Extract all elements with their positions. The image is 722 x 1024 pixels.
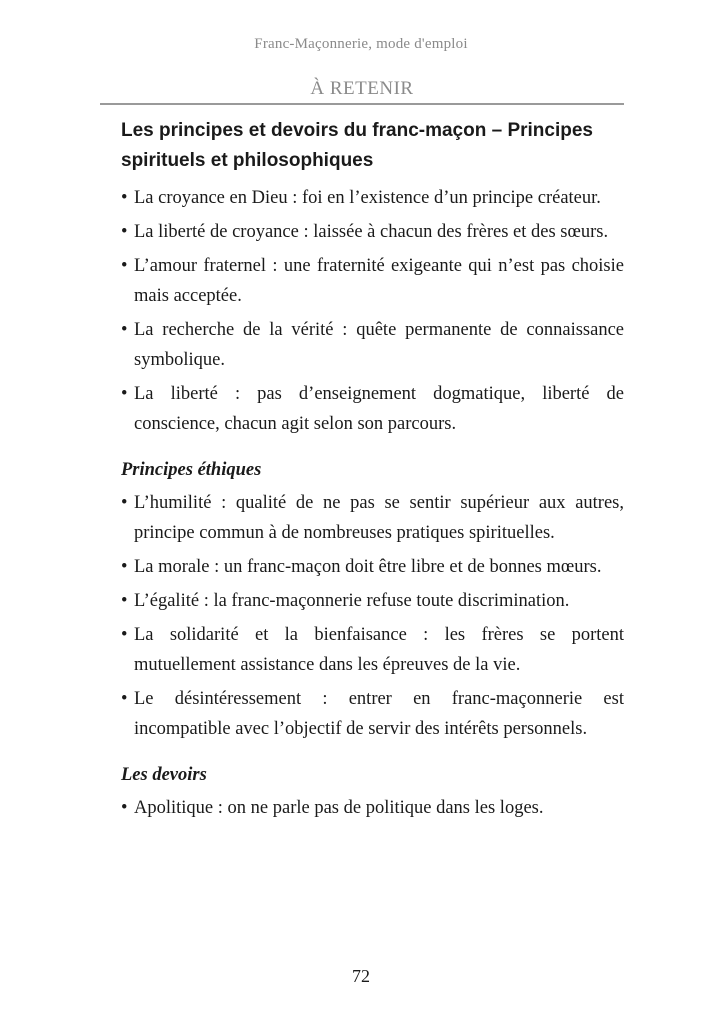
list-item-text: La morale : un franc-maçon doit être libre et de bonnes mœurs.: [134, 557, 602, 577]
list-item: [121, 183, 624, 213]
bullet-icon: •: [121, 256, 128, 276]
subheading-duties: Les devoirs: [121, 765, 207, 785]
bullet-icon: •: [121, 689, 128, 709]
bullet-icon: •: [121, 798, 128, 818]
list-item: [121, 793, 624, 823]
list-item-text: La recherche de la vérité : quête permanente de connaissance symbolique.: [134, 320, 624, 370]
list-item-text: Apolitique : on ne parle pas de politique dans les loges.: [134, 798, 544, 818]
list-item: [121, 552, 624, 582]
section-label: À RETENIR: [310, 78, 414, 99]
list-item: [121, 379, 624, 439]
bullet-icon: •: [121, 493, 128, 513]
list-item-text: La croyance en Dieu : foi en l’existence d’un principe créateur.: [134, 188, 601, 208]
main-content: [121, 116, 624, 827]
bullet-icon: •: [121, 188, 128, 208]
list-item: [121, 684, 624, 744]
bullet-icon: •: [121, 320, 128, 340]
list-item: [121, 315, 624, 375]
list-item-text: L’égalité : la franc-maçonnerie refuse toute discrimination.: [134, 591, 570, 611]
list-item: [121, 586, 624, 616]
list-item: [121, 620, 624, 680]
page-heading: Les principes et devoirs du franc-maçon – Principes spirituels et philosophiques: [121, 120, 593, 171]
bullet-list-duties: [121, 793, 624, 823]
list-item-text: L’humilité : qualité de ne pas se sentir supérieur aux autres, principe commun à de nombreuses pratiques spirituelles.: [134, 493, 624, 543]
bullet-list-spiritual: [121, 183, 624, 439]
list-item: [121, 488, 624, 548]
running-header: Franc-Maçonnerie, mode d'emploi: [254, 36, 468, 52]
bullet-list-ethical: [121, 488, 624, 744]
header-divider: [100, 103, 624, 105]
bullet-icon: •: [121, 557, 128, 577]
bullet-icon: •: [121, 625, 128, 645]
list-item-text: La liberté : pas d’enseignement dogmatique, liberté de conscience, chacun agit selon son parcours.: [134, 384, 624, 434]
list-item-text: Le désintéressement : entrer en franc-maçonnerie est incompatible avec l’objectif de servir des intérêts personnels.: [134, 689, 624, 739]
list-item: [121, 251, 624, 311]
list-item-text: La solidarité et la bienfaisance : les frères se portent mutuellement assistance dans les épreuves de la vie.: [134, 625, 624, 675]
bullet-icon: •: [121, 222, 128, 242]
list-item-text: L’amour fraternel : une fraternité exigeante qui n’est pas choisie mais acceptée.: [134, 256, 624, 306]
bullet-icon: •: [121, 591, 128, 611]
list-item-text: La liberté de croyance : laissée à chacun des frères et des sœurs.: [134, 222, 609, 242]
bullet-icon: •: [121, 384, 128, 404]
page-number: 72: [352, 966, 370, 986]
subheading-ethical: Principes éthiques: [121, 460, 262, 480]
list-item: [121, 217, 624, 247]
